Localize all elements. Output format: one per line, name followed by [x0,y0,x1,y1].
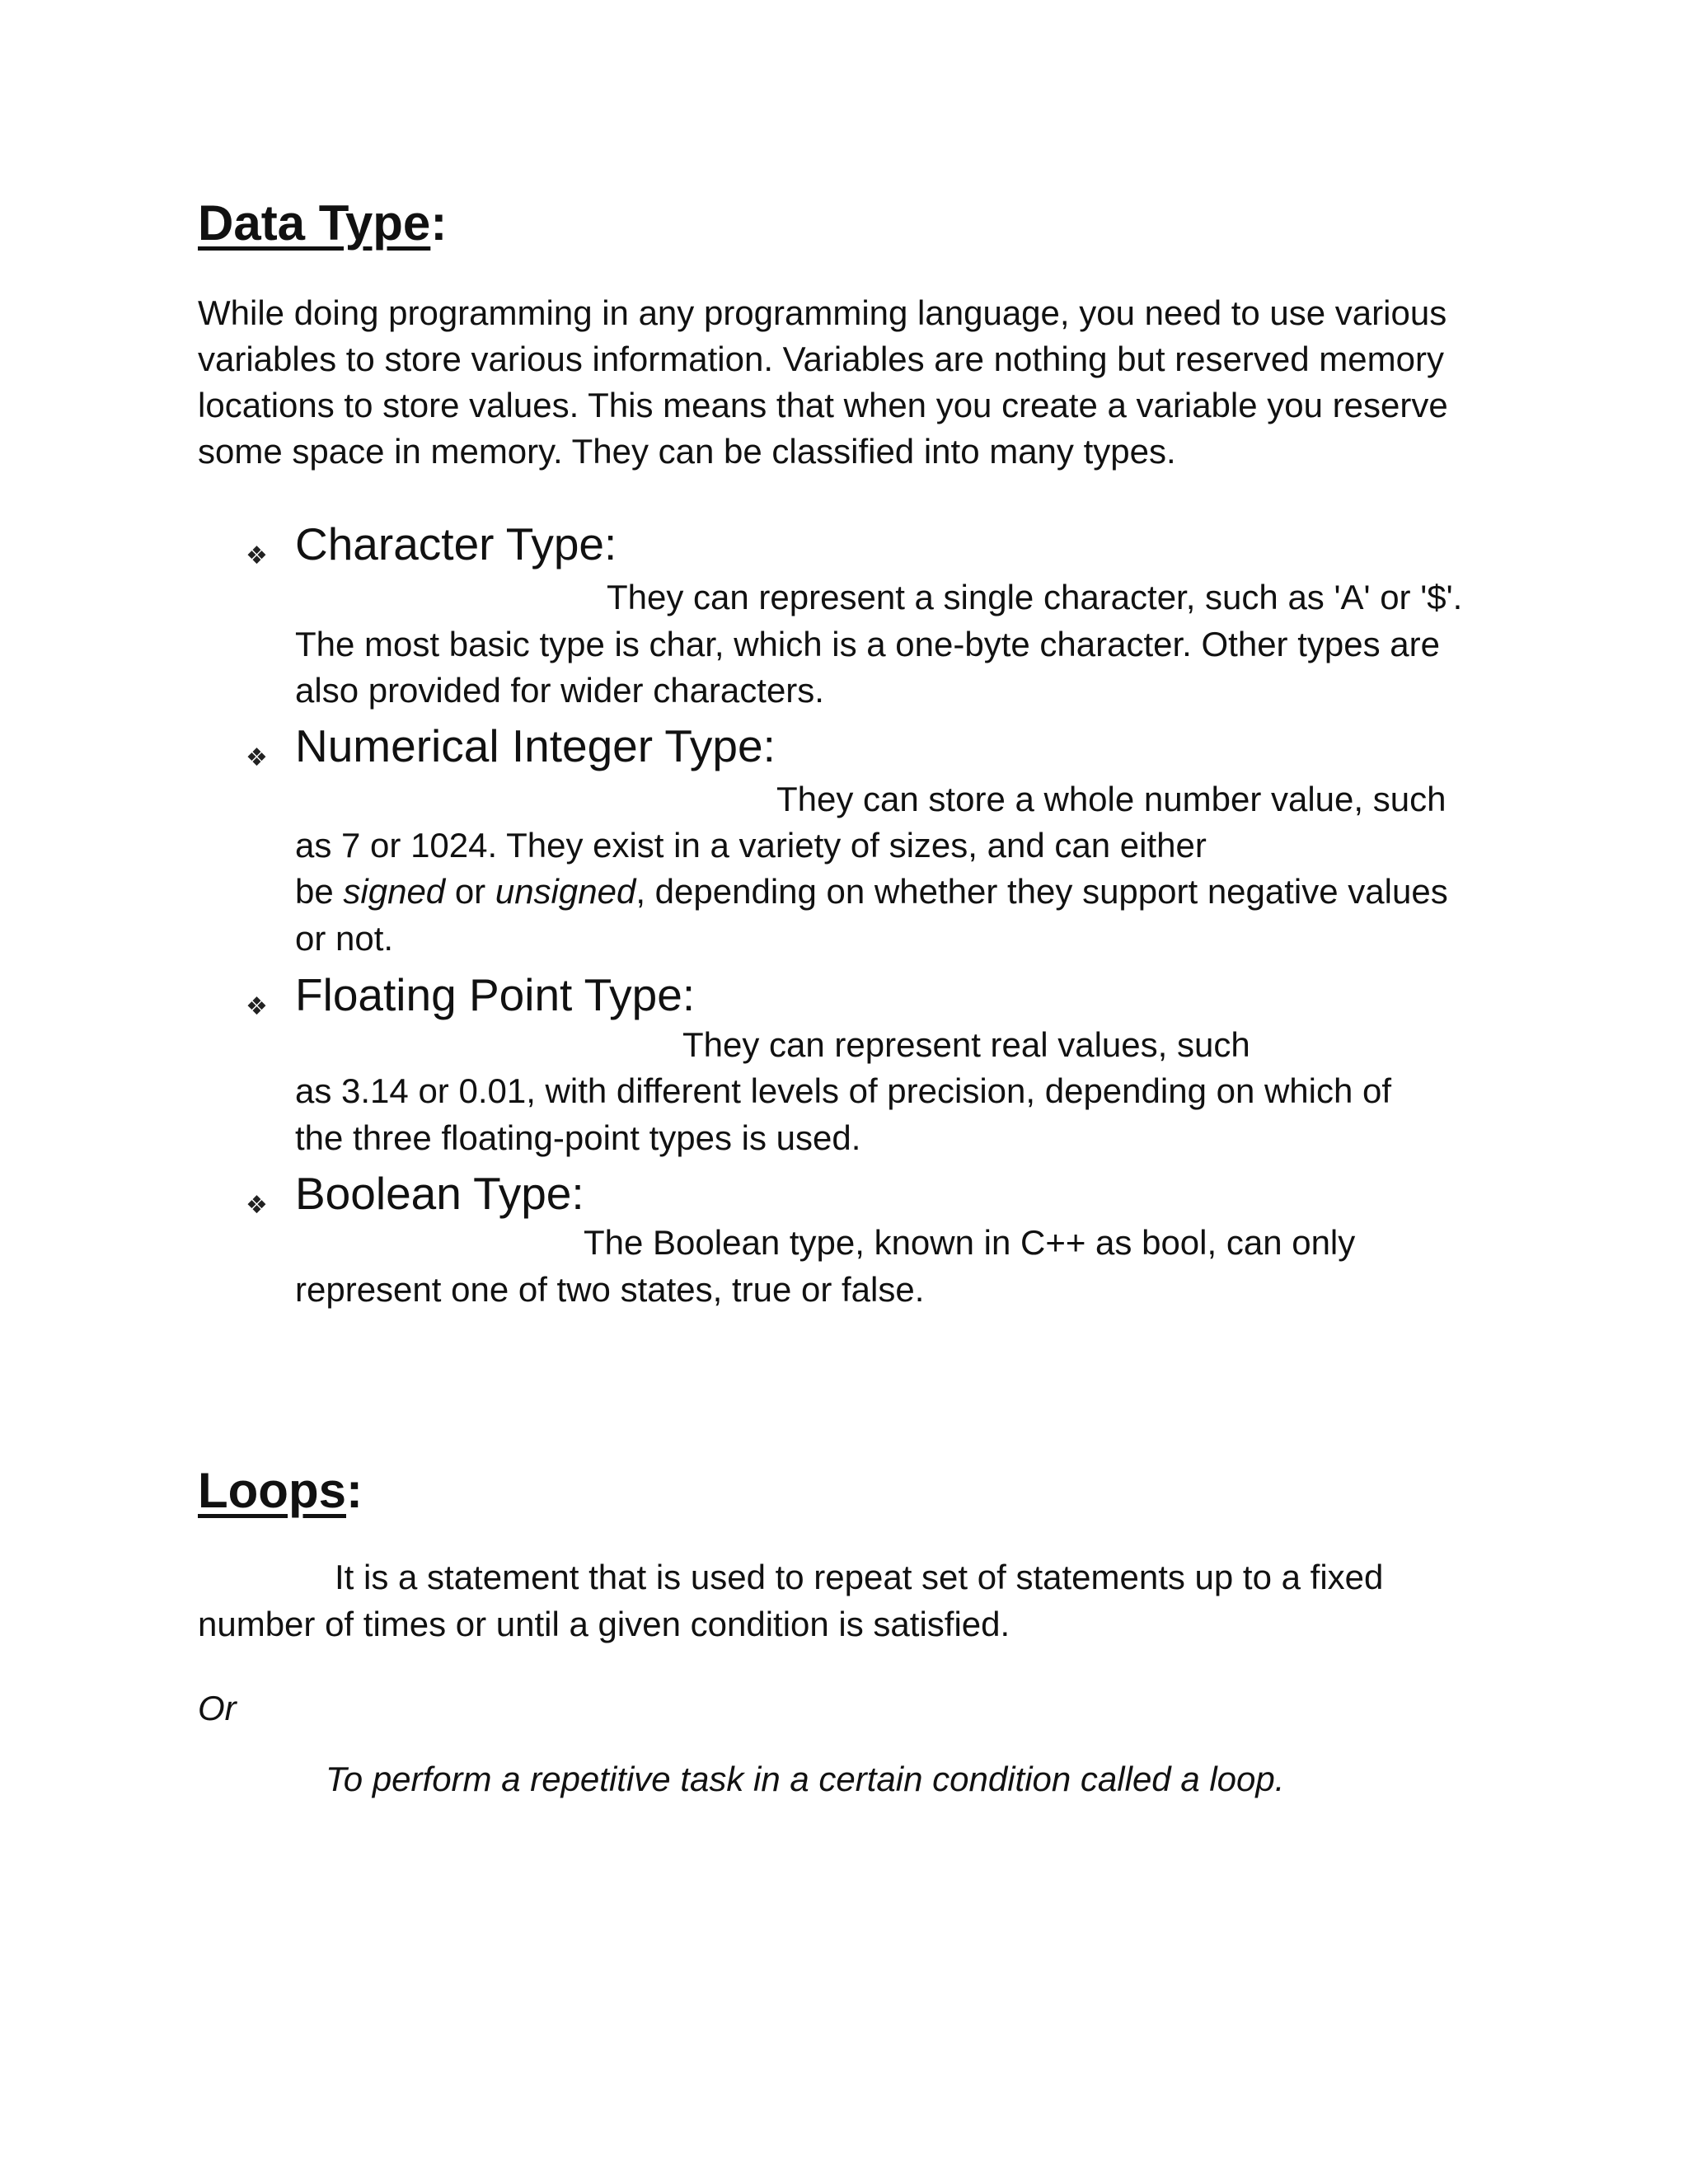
character-type-line-2: The most basic type is char, which is a one-byte character. Other types are [295,625,1440,663]
floating-point-type-line-1: They can represent real values, such [682,1025,1250,1064]
integer-type-line-3 [295,869,1448,915]
data-type-heading-colon: : [430,195,448,251]
character-type-line-1: They can represent a single character, such as 'A' or '$'. [607,578,1463,616]
integer-type-line-1: They can store a whole number value, such [776,780,1447,818]
loops-definition-line-1: It is a statement that is used to repeat set of statements up to a fixed [335,1558,1384,1596]
integer-type-line-2: as 7 or 1024. They exist in a variety of sizes, and can either [295,826,1207,865]
data-type-intro: While doing programming in any programming language, you need to use various variables to store various information. Variables are nothing but reserved memory locations to store values. This means that when you create a variable you reserve some space in memory. They can be classified into many types. [198,293,1448,471]
integer-type-line-3-pre: be [295,872,344,911]
loops-heading-text: Loops [198,1463,346,1518]
diamond-bullet-icon: ❖ [246,744,268,771]
diamond-bullet-icon: ❖ [246,993,268,1020]
signed-term: signed [343,872,446,911]
boolean-type-line-2: represent one of two states, true or false. [295,1270,925,1309]
character-type-line-3: also provided for wider characters. [295,671,824,710]
floating-point-type-title: Floating Point Type: [295,969,696,1020]
loops-alt-definition: To perform a repetitive task in a certain condition called a loop. [326,1760,1285,1798]
integer-type-title: Numerical Integer Type: [295,720,776,771]
unsigned-term: unsigned [495,872,636,911]
floating-point-type-line-2: as 3.14 or 0.01, with different levels of precision, depending on which of [295,1071,1392,1110]
integer-type-line-4: or not. [295,919,394,958]
integer-type-line-3-mid: or [445,872,495,911]
diamond-bullet-icon: ❖ [246,542,268,569]
boolean-type-line-1: The Boolean type, known in C++ as bool, can only [584,1223,1356,1262]
data-type-heading [198,196,447,251]
loops-heading-colon: : [345,1463,363,1518]
data-type-heading-text: Data Type [198,195,431,251]
diamond-bullet-icon: ❖ [246,1192,268,1219]
or-separator: Or [198,1689,237,1727]
loops-heading [198,1464,363,1518]
character-type-title: Character Type: [295,518,617,569]
boolean-type-title: Boolean Type: [295,1168,584,1219]
floating-point-type-line-3: the three floating-point types is used. [295,1118,861,1157]
integer-type-line-3-post: , depending on whether they support negative values [635,872,1448,911]
loops-definition-line-2: number of times or until a given condition is satisfied. [198,1605,1010,1643]
